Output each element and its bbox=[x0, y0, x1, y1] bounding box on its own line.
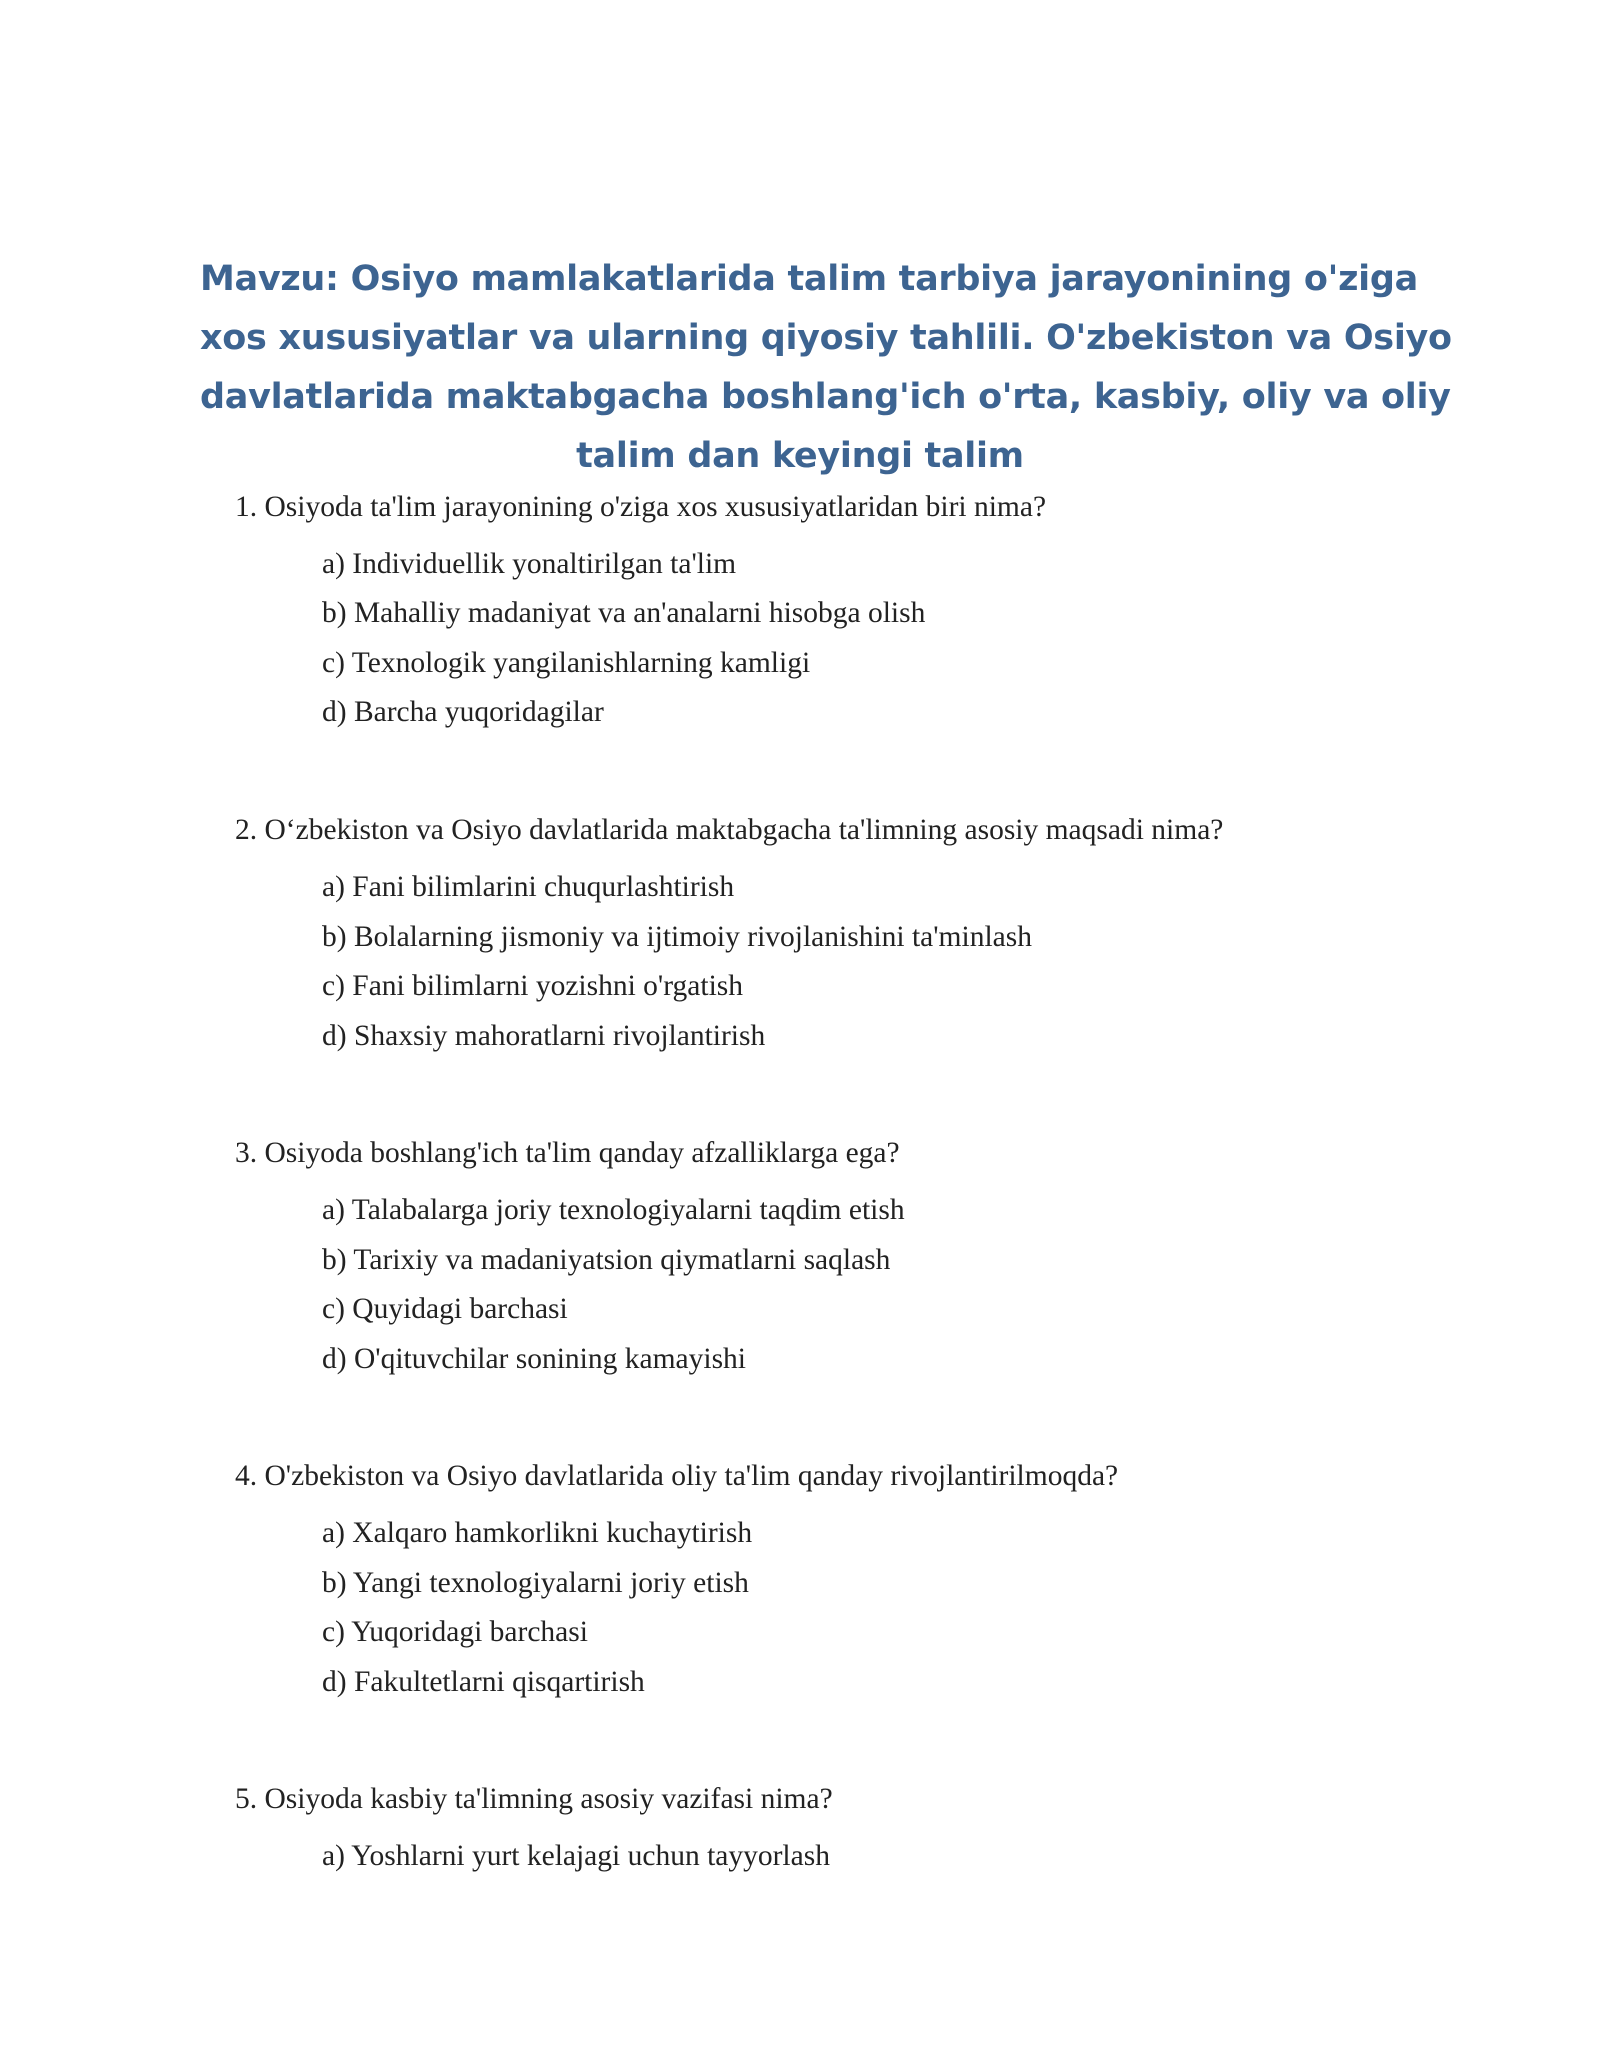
title-line: xos xususiyatlar va ularning qiyosiy tahlili. O'zbekiston va Osiyo bbox=[200, 318, 1452, 358]
question-1-option-a: a) Individuellik yonaltirilgan ta'lim bbox=[322, 548, 737, 580]
question-4-option-c: c) Yuqoridagi barchasi bbox=[322, 1616, 588, 1648]
document-title bbox=[200, 250, 1452, 486]
question-4: 4. O'zbekiston va Osiyo davlatlarida oliy ta'lim qanday rivojlantirilmoqda? bbox=[235, 1460, 1119, 1492]
question-5-option-a: a) Yoshlarni yurt kelajagi uchun tayyorlash bbox=[322, 1840, 830, 1872]
question-2-option-a: a) Fani bilimlarini chuqurlashtirish bbox=[322, 871, 735, 903]
question-4-option-b: b) Yangi texnologiyalarni joriy etish bbox=[322, 1567, 749, 1599]
question-3-option-a: a) Talabalarga joriy texnologiyalarni taqdim etish bbox=[322, 1194, 905, 1226]
question-2-option-b: b) Bolalarning jismoniy va ijtimoiy rivojlanishini ta'minlash bbox=[322, 921, 1032, 953]
question-3-option-b: b) Tarixiy va madaniyatsion qiymatlarni saqlash bbox=[322, 1244, 891, 1276]
question-1-option-b: b) Mahalliy madaniyat va an'analarni hisobga olish bbox=[322, 597, 926, 629]
question-2-option-c: c) Fani bilimlarni yozishni o'rgatish bbox=[322, 970, 743, 1002]
title-line: talim dan keyingi talim bbox=[576, 436, 1024, 476]
question-1-option-c: c) Texnologik yangilanishlarning kamligi bbox=[322, 647, 811, 679]
question-3: 3. Osiyoda boshlang'ich ta'lim qanday afzalliklarga ega? bbox=[235, 1137, 900, 1169]
question-2: 2. O‘zbekiston va Osiyo davlatlarida maktabgacha ta'limning asosiy maqsadi nima? bbox=[235, 814, 1224, 846]
question-5: 5. Osiyoda kasbiy ta'limning asosiy vazifasi nima? bbox=[235, 1783, 833, 1815]
question-3-option-d: d) O'qituvchilar sonining kamayishi bbox=[322, 1343, 746, 1375]
question-1: 1. Osiyoda ta'lim jarayonining o'ziga xos xususiyatlaridan biri nima? bbox=[235, 491, 1047, 523]
question-2-option-d: d) Shaxsiy mahoratlarni rivojlantirish bbox=[322, 1020, 766, 1052]
title-line: davlatlarida maktabgacha boshlang'ich o'rta, kasbiy, oliy va oliy bbox=[200, 377, 1451, 417]
question-1-option-d: d) Barcha yuqoridagilar bbox=[322, 696, 604, 728]
title-line: Mavzu: Osiyo mamlakatlarida talim tarbiya jarayonining o'ziga bbox=[200, 259, 1418, 299]
question-3-option-c: c) Quyidagi barchasi bbox=[322, 1293, 568, 1325]
question-4-option-d: d) Fakultetlarni qisqartirish bbox=[322, 1666, 645, 1698]
question-4-option-a: a) Xalqaro hamkorlikni kuchaytirish bbox=[322, 1517, 753, 1549]
